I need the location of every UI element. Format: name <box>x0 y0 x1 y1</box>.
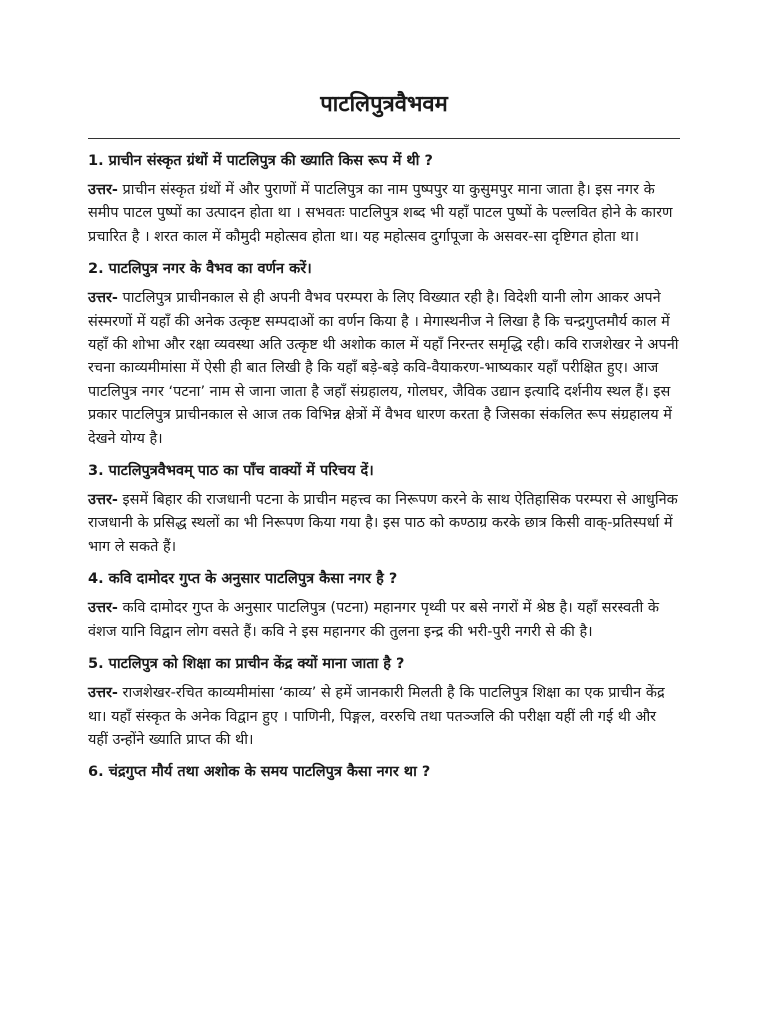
document-page <box>88 88 680 790</box>
answer-1 <box>88 179 680 249</box>
qa-block-6 <box>88 760 680 784</box>
answer-label: उत्तर- <box>88 492 118 509</box>
answer-text: प्राचीन संस्कृत ग्रंथों में और पुराणों में पाटलिपुत्र का नाम पुष्पपुर या कुसुमपुर माना जाता है। इस नगर के समीप पाटल पुष्पों का उत्पादन होता था । सभवतः पाटलिपुत्र शब्द भी यहाँ पाटल पुष्पों के पल्लवित होने के कारण प्रचारित है । शरत काल में कौमुदी महोत्सव होता था। यह महोत्सव दुर्गापूजा के असवर-सा दृष्टिगत होता था। <box>88 182 673 245</box>
answer-text: कवि दामोदर गुप्त के अनुसार पाटलिपुत्र (पटना) महानगर पृथ्वी पर बसे नगरों में श्रेष्ठ है। यहाँ सरस्वती के वंशज यानि विद्वान लोग वसते हैं। कवि ने इस महानगर की तुलना इन्द्र की भरी-पुरी नगरी से की है। <box>88 600 659 640</box>
qa-block-1 <box>88 149 680 249</box>
question-2: 2. पाटलिपुत्र नगर के वैभव का वर्णन करें। <box>88 261 312 278</box>
answer-label: उत्तर- <box>88 182 118 198</box>
answer-text: इसमें बिहार की राजधानी पटना के प्राचीन महत्त्व का निरूपण करने के साथ ऐतिहासिक परम्परा से आधुनिक राजधानी के प्रसिद्ध स्थलों का भी निरूपण किया गया है। इस पाठ को कण्ठाग्र करके छात्र किसी वाक्-प्रतिस्पर्धा में भाग ले सकते हैं। <box>88 492 678 555</box>
title-divider <box>88 138 680 139</box>
answer-text: राजशेखर-रचित काव्यमीमांसा ‘काव्य’ से हमें जानकारी मिलती है कि पाटलिपुत्र शिक्षा का एक प्राचीन केंद्र था। यहाँ संस्कृत के अनेक विद्वान हुए । पाणिनी, पिङ्गल, वररुचि तथा पतञ्जलि की परीक्षा यहीं ली गई थी और यहीं उन्होंने ख्याति प्राप्त की थी। <box>88 685 665 748</box>
document-title: पाटलिपुत्रवैभवम <box>320 92 448 117</box>
answer-label: उत्तर- <box>88 290 118 307</box>
answer-label: उत्तर- <box>88 685 118 702</box>
answer-2 <box>88 287 680 451</box>
answer-5 <box>88 682 680 752</box>
qa-block-4 <box>88 567 680 644</box>
answer-text: पाटलिपुत्र प्राचीनकाल से ही अपनी वैभव परम्परा के लिए विख्यात रही है। विदेशी यानी लोग आकर अपने संस्मरणों में यहाँ की अनेक उत्कृष्ट सम्पदाओं का वर्णन किया है । मेगास्थनीज ने लिखा है कि चन्द्रगुप्तमौर्य काल में यहाँ की शोभा और रक्षा व्यवस्था अति उत्कृष्ट थी अशोक काल में यहाँ निरन्तर समृद्धि रही। कवि राजशेखर ने अपनी रचना काव्यमीमांसा में ऐसी ही बात लिखी है कि यहाँ बड़े-बड़े कवि-वैयाकरण-भाष्यकार यहाँ परीक्षित हुए। आज पाटलिपुत्र नगर ‘पटना’ नाम से जाना जाता है जहाँ संग्रहालय, गोलघर, जैविक उद्यान इत्यादि दर्शनीय स्थल हैं। इस प्रकार पाटलिपुत्र प्राचीनकाल से आज तक विभिन्न क्षेत्रों में वैभव धारण करता है जिसका संकलित रूप संग्रहालय में देखने योग्य है। <box>88 290 679 447</box>
qa-block-5 <box>88 652 680 752</box>
question-4: 4. कवि दामोदर गुप्त के अनुसार पाटलिपुत्र कैसा नगर है ? <box>88 571 398 588</box>
question-5: 5. पाटलिपुत्र को शिक्षा का प्राचीन केंद्र क्यों माना जाता है ? <box>88 656 405 673</box>
qa-block-2 <box>88 257 680 451</box>
question-6: 6. चंद्रगुप्त मौर्य तथा अशोक के समय पाटलिपुत्र कैसा नगर था ? <box>88 764 431 781</box>
qa-block-3 <box>88 459 680 559</box>
answer-4 <box>88 597 680 644</box>
answer-label: उत्तर- <box>88 600 118 617</box>
question-3: 3. पाटलिपुत्रवैभवम् पाठ का पाँच वाक्यों में परिचय दें। <box>88 463 374 480</box>
answer-3 <box>88 489 680 559</box>
question-1: 1. प्राचीन संस्कृत ग्रंथों में पाटलिपुत्र की ख्याति किस रूप में थी ? <box>88 153 433 169</box>
